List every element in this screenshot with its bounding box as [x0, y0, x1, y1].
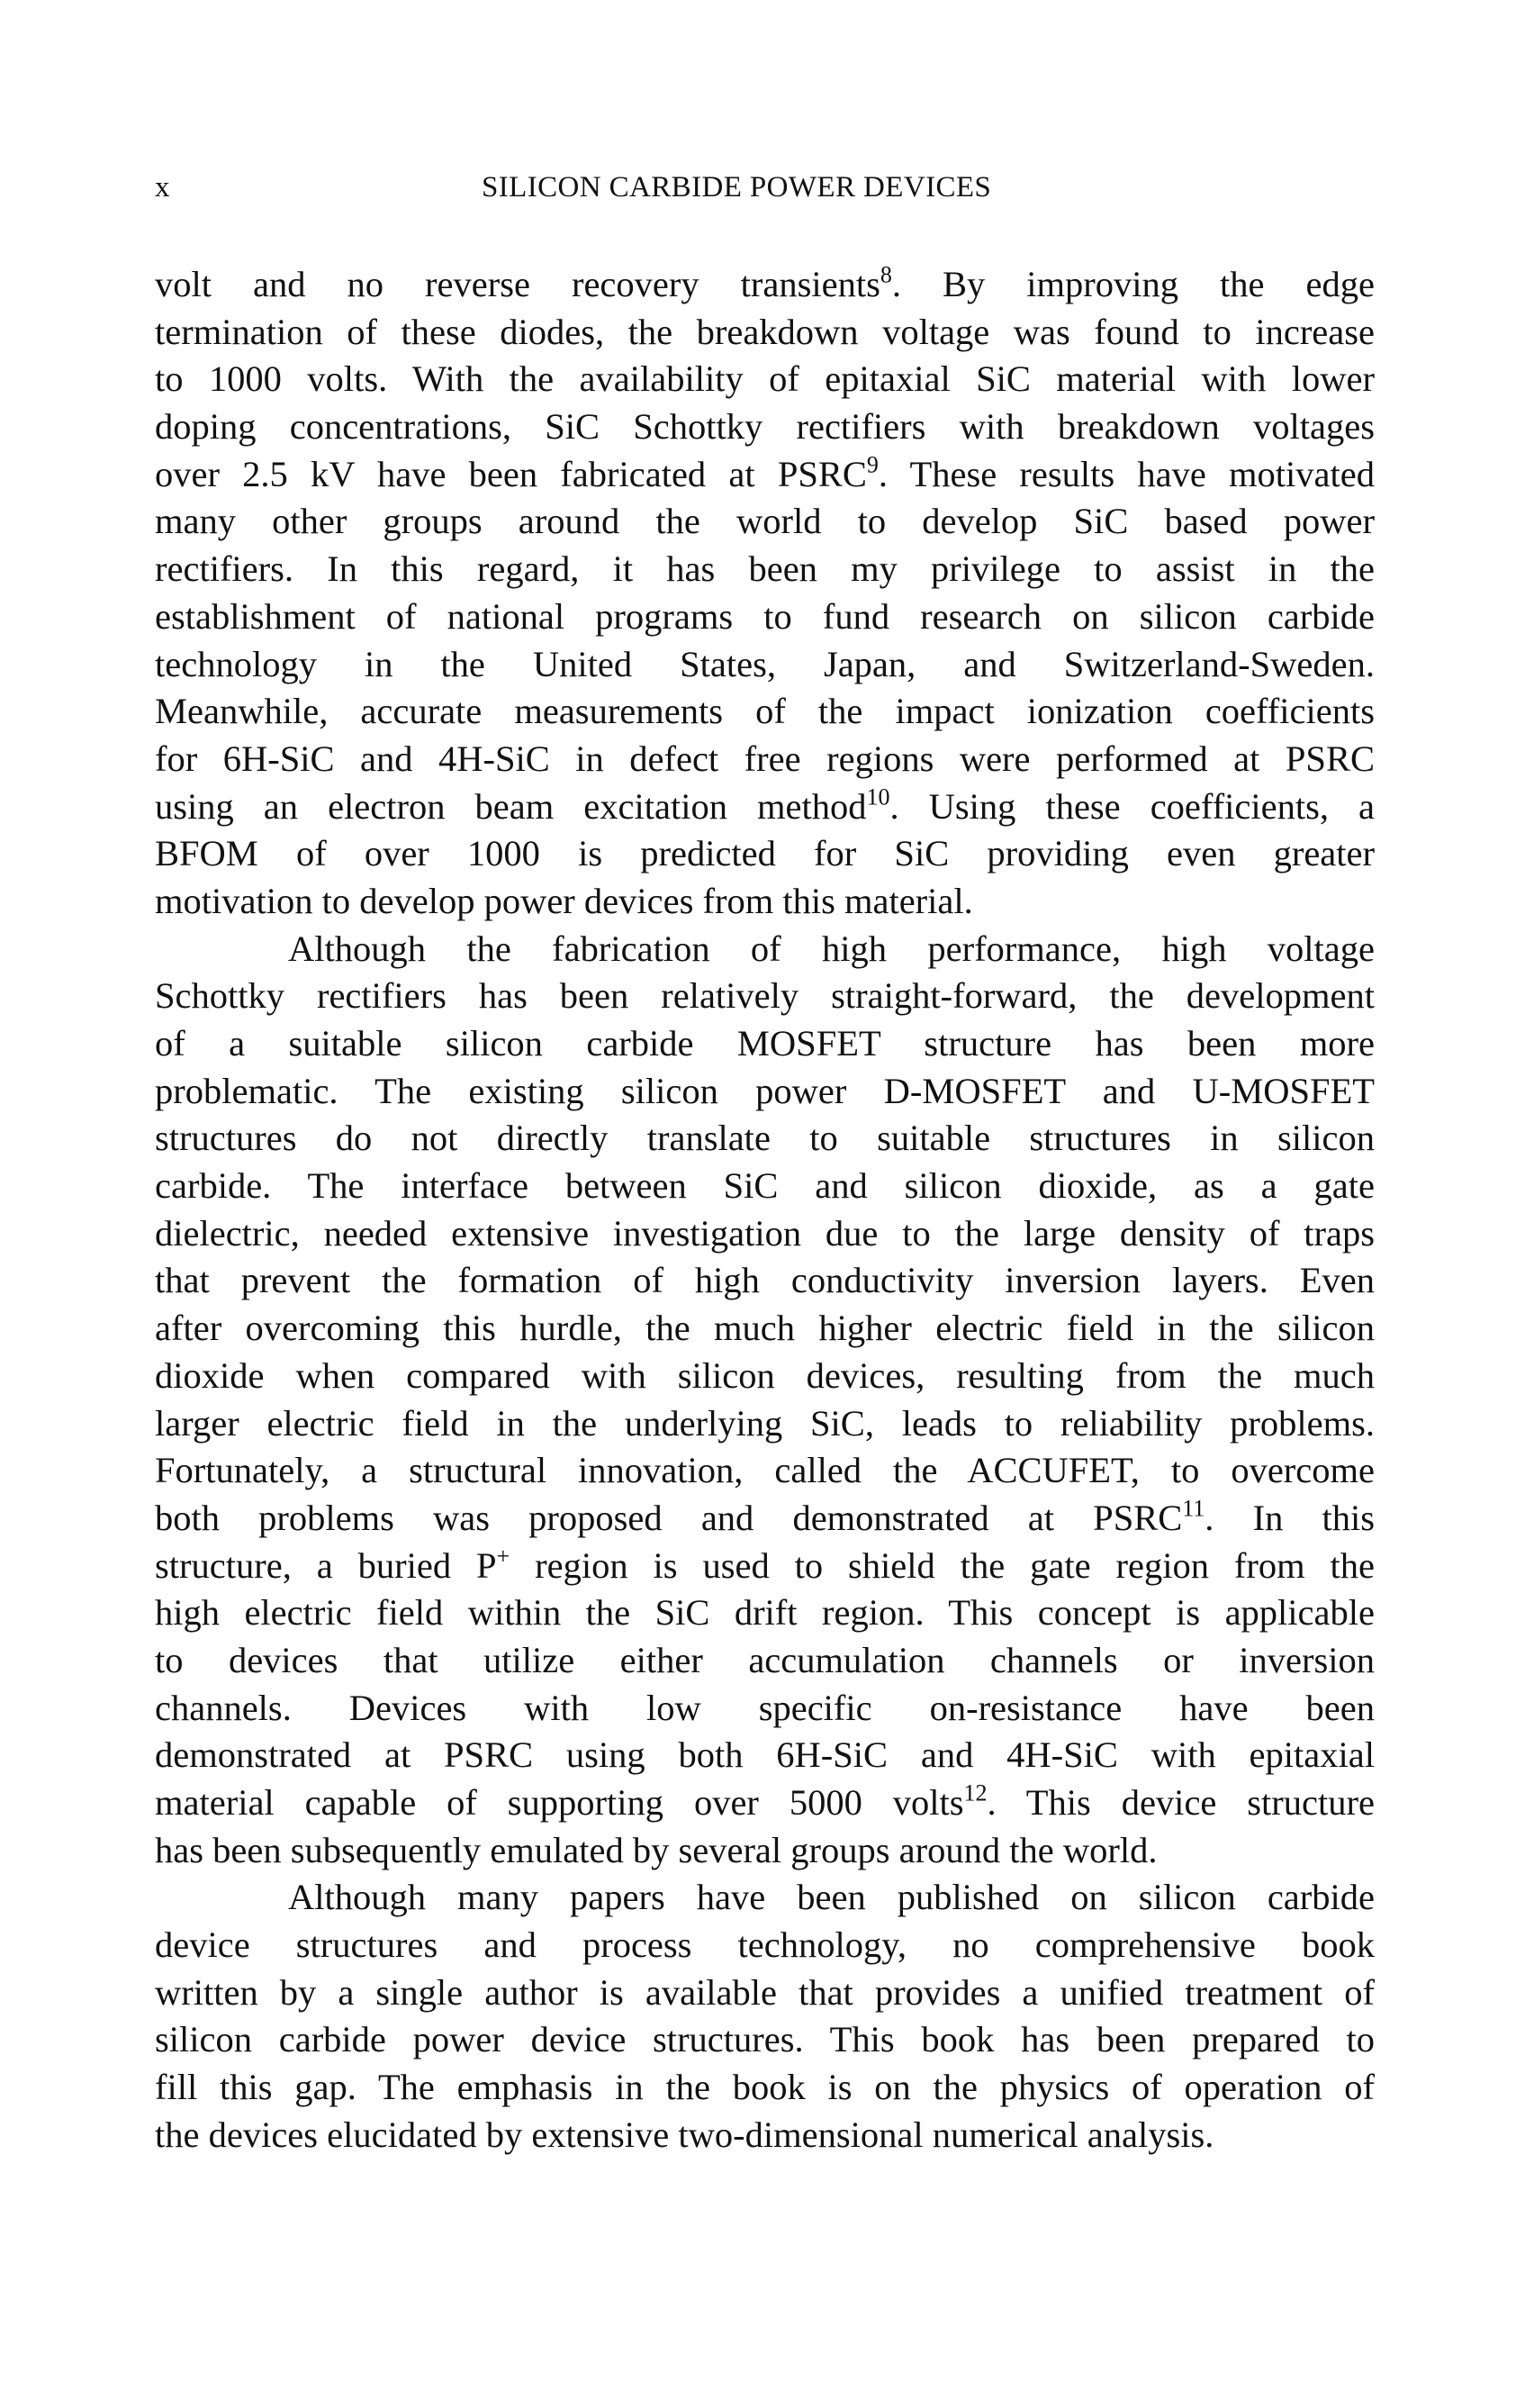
text-line — [155, 1447, 1375, 1495]
page-header — [155, 171, 1375, 218]
footnote-marker: 10 — [866, 783, 890, 810]
text-line — [155, 1020, 1375, 1068]
text-line — [155, 688, 1375, 736]
text-line — [155, 2064, 1375, 2112]
text-line — [155, 1922, 1375, 1969]
page-number: x — [155, 171, 170, 204]
text-segment: using an electron beam excitation method — [155, 785, 867, 827]
text-line — [155, 1163, 1375, 1210]
text-line — [155, 1305, 1375, 1353]
text-segment: dioxide when compared with silicon devices, resulting from the much — [155, 1354, 1375, 1396]
book-page — [155, 171, 1375, 2159]
text-segment: to 1000 volts. With the availability of epitaxial SiC material with lower — [155, 358, 1375, 400]
text-segment: over 2.5 kV have been fabricated at PSRC — [155, 453, 867, 494]
text-segment: establishment of national programs to fund research on silicon carbide — [155, 595, 1375, 637]
text-line — [155, 546, 1375, 593]
text-line — [155, 1353, 1375, 1400]
text-segment: rectifiers. In this regard, it has been my privilege to assist in the — [155, 548, 1375, 590]
footnote-marker: 11 — [1182, 1495, 1205, 1522]
text-line — [155, 736, 1375, 783]
text-segment: structures do not directly translate to suitable structures in silicon — [155, 1118, 1375, 1159]
text-line — [155, 926, 1375, 973]
text-line — [155, 2112, 1375, 2159]
text-segment: region is used to shield the gate region from the — [510, 1544, 1375, 1586]
text-line — [155, 1732, 1375, 1779]
text-line — [155, 2016, 1375, 2064]
text-segment: Although the fabrication of high performance, high voltage — [288, 928, 1375, 969]
text-line — [155, 1969, 1375, 2017]
footnote-marker: 9 — [866, 451, 879, 478]
text-line — [155, 1637, 1375, 1685]
text-segment: BFOM of over 1000 is predicted for SiC providing even greater — [155, 833, 1375, 874]
text-line — [155, 451, 1375, 499]
text-line — [155, 593, 1375, 641]
text-line — [155, 973, 1375, 1020]
text-line — [155, 498, 1375, 546]
text-segment: larger electric field in the underlying SiC, leads to reliability problems. — [155, 1402, 1375, 1444]
text-segment: both problems was proposed and demonstrated at PSRC — [155, 1497, 1183, 1538]
text-segment: Schottky rectifiers has been relatively straight-forward, the development — [155, 975, 1375, 1017]
text-line — [155, 356, 1375, 403]
text-line — [155, 1827, 1375, 1875]
text-line — [155, 1495, 1375, 1543]
text-segment: structure, a buried P — [155, 1544, 497, 1586]
text-segment: problematic. The existing silicon power D-MOSFET and U-MOSFET — [155, 1070, 1375, 1111]
text-segment: channels. Devices with low specific on-resistance have been — [155, 1687, 1375, 1728]
text-line — [155, 1400, 1375, 1448]
text-line — [155, 403, 1375, 451]
text-segment: . By improving the edge — [891, 264, 1375, 304]
text-line — [155, 1210, 1375, 1258]
footnote-marker: 8 — [880, 261, 892, 288]
text-segment: of a suitable silicon carbide MOSFET structure has been more — [155, 1023, 1375, 1064]
text-segment: Fortunately, a structural innovation, called the ACCUFET, to overcome — [155, 1450, 1375, 1491]
text-segment: after overcoming this hurdle, the much higher electric field in the silicon — [155, 1308, 1375, 1349]
text-line — [155, 1779, 1375, 1827]
footnote-marker: + — [496, 1542, 510, 1569]
text-segment: high electric field within the SiC drift region. This concept is applicable — [155, 1592, 1375, 1634]
text-line — [155, 1543, 1375, 1590]
text-segment: technology in the United States, Japan, and Switzerland-Sweden. — [155, 643, 1375, 684]
text-line — [155, 1685, 1375, 1733]
text-segment: doping concentrations, SiC Schottky rectifiers with breakdown voltages — [155, 406, 1375, 448]
text-line — [155, 878, 1375, 926]
text-segment: . Using these coefficients, a — [889, 785, 1376, 827]
text-segment: . In this — [1205, 1497, 1375, 1538]
text-line — [155, 1068, 1375, 1116]
text-line — [155, 641, 1375, 689]
text-segment: material capable of supporting over 5000 volts — [155, 1782, 964, 1823]
text-segment: carbide. The interface between SiC and silicon dioxide, as a gate — [155, 1165, 1375, 1207]
text-segment: motivation to develop power devices from this material. — [155, 880, 973, 921]
text-segment: fill this gap. The emphasis in the book is on the physics of operation of — [155, 2067, 1375, 2108]
text-segment: demonstrated at PSRC using both 6H-SiC and 4H-SiC with epitaxial — [155, 1734, 1375, 1776]
text-segment: the devices elucidated by extensive two-dimensional numerical analysis. — [155, 2114, 1214, 2155]
text-line — [155, 1115, 1375, 1163]
text-segment: . These results have motivated — [878, 453, 1375, 494]
text-line — [155, 1874, 1375, 1922]
text-line — [155, 261, 1375, 309]
text-segment: volt and no reverse recovery transients — [155, 264, 880, 304]
text-segment: dielectric, needed extensive investigation due to the large density of traps — [155, 1212, 1375, 1254]
text-segment: Although many papers have been published on silicon carbide — [288, 1877, 1375, 1918]
text-segment: has been subsequently emulated by several groups around the world. — [155, 1829, 1158, 1870]
text-segment: that prevent the formation of high conductivity inversion layers. Even — [155, 1260, 1375, 1301]
text-segment: device structures and process technology, no comprehensive book — [155, 1924, 1375, 1966]
text-line — [155, 783, 1375, 831]
footnote-marker: 12 — [963, 1779, 988, 1806]
text-segment: Meanwhile, accurate measurements of the impact ionization coefficients — [155, 691, 1375, 732]
text-segment: termination of these diodes, the breakdown voltage was found to increase — [155, 311, 1375, 352]
text-segment: to devices that utilize either accumulation channels or inversion — [155, 1639, 1375, 1680]
text-line — [155, 830, 1375, 878]
text-segment: for 6H-SiC and 4H-SiC in defect free regions were performed at PSRC — [155, 738, 1375, 779]
text-segment: . This device structure — [987, 1782, 1375, 1823]
running-title: SILICON CARBIDE POWER DEVICES — [482, 171, 992, 204]
text-segment: written by a single author is available that provides a unified treatment of — [155, 1971, 1375, 2013]
text-line — [155, 1589, 1375, 1637]
text-segment: many other groups around the world to develop SiC based power — [155, 501, 1375, 542]
text-line — [155, 1257, 1375, 1305]
text-segment: silicon carbide power device structures. This book has been prepared to — [155, 2019, 1375, 2060]
body-text — [155, 261, 1375, 2159]
text-line — [155, 309, 1375, 357]
